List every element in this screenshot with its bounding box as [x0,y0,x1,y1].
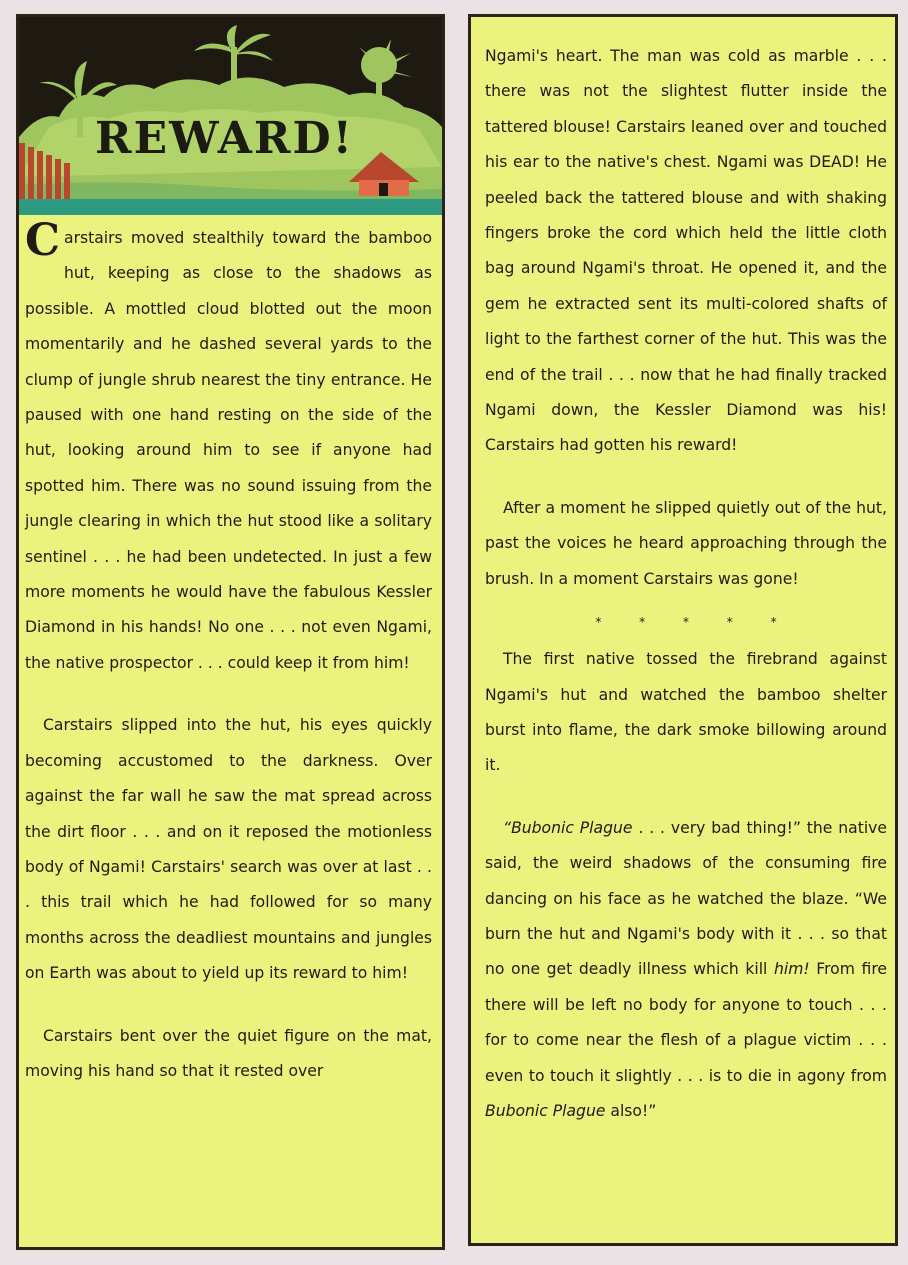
italic-text: him! [773,960,810,979]
italic-text: “Bubonic Plague [503,818,633,837]
paragraph-text: From fire there will be left no body for anyone to touch . . . for to come near the flesh of a plague victim . . . even to touch it slightly . . . is to die in agony from [485,960,887,1085]
paragraph: Carstairs slipped into the hut, his eyes quickly becoming accustomed to the darkness. Over against the far wall he saw the mat spread across the dirt floor . . . and on it reposed the motionless body of Ngami! Carstairs' search was over at last . . . this trail which he had followed for so many months across the deadliest mountains and jungles on Earth was about to yield up its reward to him! [25,716,432,983]
scene-break-separator: * * * * * [595,615,777,630]
banner-title: REWARD! [95,113,354,164]
italic-text: Bubonic Plague [485,1101,606,1120]
paragraph: After a moment he slipped quietly out of the hut, past the voices he heard approaching through the brush. In a moment Carstairs was gone! [485,498,887,588]
paragraph: Carstairs bent over the quiet figure on the mat, moving his hand so that it rested over [25,1026,432,1080]
paragraph: Ngami's heart. The man was cold as marble . . . there was not the slightest flutter inside the tattered blouse! Carstairs leaned over and touched his ear to the native's chest. Ngami was DEAD! He peeled back the tattered blouse and with shaking fingers broke the cord which held the little cloth bag around Ngami's throat. He opened it, and the gem he extracted sent its multi-colored shafts of light to the farthest corner of the hut. This was the end of the trail . . . now that he had finally tracked Ngami down, the Kessler Diamond was his! Carstairs had gotten his reward! [485,47,887,455]
paragraph-text: arstairs moved stealthily toward the bamboo hut, keeping as close to the shadows as possible. A mottled cloud blotted out the moon momentarily and he dashed several yards to the clump of jungle shrub nearest the tiny entrance. He paused with one hand resting on the side of the hut, looking around him to see if anyone had spotted him. There was no sound issuing from the jungle clearing in which the hut stood like a solitary sentinel . . . he had been undetected. In just a few more moments he would have the fabulous Kessler Diamond in his hands! No one . . . not even Ngami, the native prospector . . . could keep it from him! [25,229,432,672]
paragraph [25,215,432,681]
title-banner [19,17,442,215]
paragraph: The first native tossed the firebrand against Ngami's hut and watched the bamboo shelter burst into flame, the dark smoke billowing around it. [485,650,887,775]
right-column [468,14,898,1246]
paragraph [485,811,887,1130]
paragraph-text: . . . very bad thing!” the native said, the weird shadows of the consuming fire dancing on his face as he watched the blaze. “We burn the hut and Ngami's body with it . . . so that no one get deadly illness which kill [485,818,887,979]
left-column-text [25,215,432,1116]
left-column [16,14,445,1250]
right-column-text [485,39,887,1156]
paragraph-text: also!” [605,1101,657,1120]
drop-cap: C [25,215,61,266]
